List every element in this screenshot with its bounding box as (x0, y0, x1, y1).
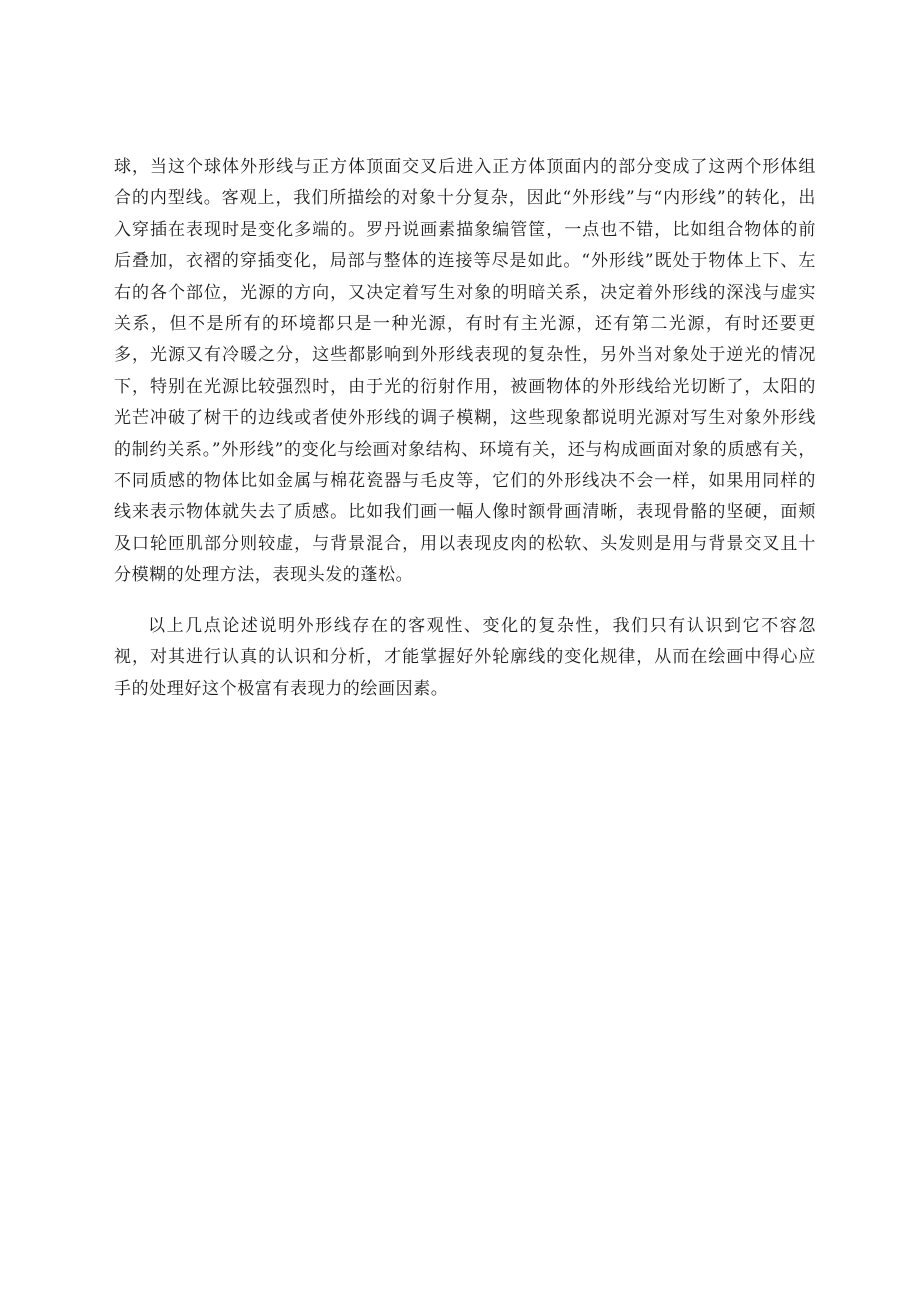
body-paragraph-1: 球，当这个球体外形线与正方体顶面交叉后进入正方体顶面内的部分变成了这两个形体组合的内型线。客观上，我们所描绘的对象十分复杂，因此“外形线”与“内形线”的转化，出入穿插在表现时是变化多端的。罗丹说画素描象编管筐，一点也不错，比如组合物体的前后叠加，衣褶的穿插变化，局部与整体的连接等尽是如此。“外形线”既处于物体上下、左右的各个部位，光源的方向，又决定着写生对象的明暗关系，决定着外形线的深浅与虚实关系，但不是所有的环境都只是一种光源，有时有主光源，还有第二光源，有时还要更多，光源又有冷暖之分，这些都影响到外形线表现的复杂性，另外当对象处于逆光的情况下，特别在光源比较强烈时，由于光的衍射作用，被画物体的外形线给光切断了，太阳的光芒冲破了树干的边线或者使外形线的调子模糊，这些现象都说明光源对写生对象外形线的制约关系。”外形线”的变化与绘画对象结构、环境有关，还与构成画面对象的质感有关，不同质感的物体比如金属与棉花瓷器与毛皮等，它们的外形线决不会一样，如果用同样的线来表示物体就失去了质感。比如我们画一幅人像时额骨画清晰，表现骨骼的坚硬，面颊及口轮匝肌部分则较虚，与背景混合，用以表现皮肉的松软、头发则是用与背景交叉且十分模糊的处理方法，表现头发的蓬松。 (114, 157, 816, 586)
document-body (114, 152, 816, 705)
body-paragraph-2: 以上几点论述说明外形线存在的客观性、变化的复杂性，我们只有认识到它不容忽视，对其进行认真的认识和分析，才能掌握好外轮廓线的变化规律，从而在绘画中得心应手的处理好这个极富有表现力的绘画因素。 (114, 615, 816, 699)
